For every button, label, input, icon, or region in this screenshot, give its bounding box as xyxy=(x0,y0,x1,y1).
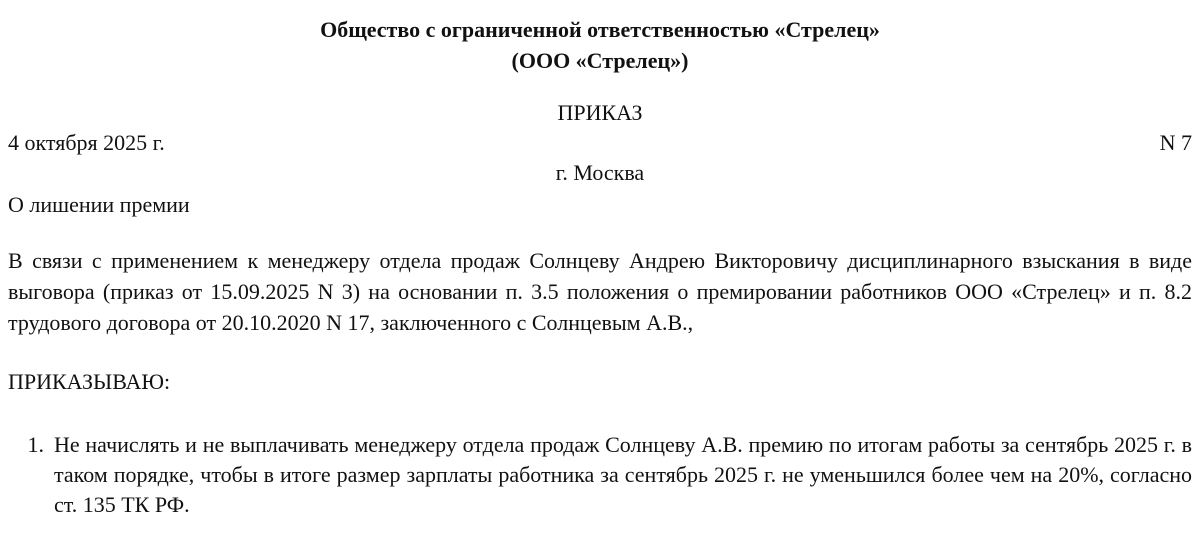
list-item xyxy=(8,430,1192,520)
order-date: 4 октября 2025 г. xyxy=(8,130,165,155)
organization-full-name: Общество с ограниченной ответственностью «Стрелец» xyxy=(320,17,880,42)
order-directive-word: ПРИКАЗЫВАЮ: xyxy=(8,369,171,394)
organization-short-name: (ООО «Стрелец») xyxy=(511,48,689,73)
date-number-row xyxy=(8,129,1192,157)
organization-header xyxy=(8,14,1192,76)
order-preamble: В связи с применением к менеджеру отдела продаж Солнцеву Андрею Викторовичу дисциплинарного взыскания в виде выговора (приказ от 15.09.2025 N 3) на основании п. 3.5 положения о премировании работников ООО «Стрелец» и п. 8.2 трудового договора от 20.10.2020 N 17, заключенного с Солнцевым А.В., xyxy=(8,248,1192,335)
order-subject: О лишении премии xyxy=(8,192,190,217)
order-city: г. Москва xyxy=(555,160,645,185)
order-number: N 7 xyxy=(1159,130,1192,155)
list-item-number: 1. xyxy=(27,432,44,457)
order-title: ПРИКАЗ xyxy=(557,100,643,125)
document xyxy=(8,0,1192,520)
list-item-text: Не начислять и не выплачивать менеджеру отдела продаж Солнцеву А.В. премию по итогам работы за сентябрь 2025 г. в таком порядке, чтобы в итоге размер зарплаты работника за сентябрь 2025 г. не уменьшился более чем на 20%, согласно ст. 135 ТК РФ. xyxy=(54,432,1192,517)
order-items-list xyxy=(8,430,1192,520)
